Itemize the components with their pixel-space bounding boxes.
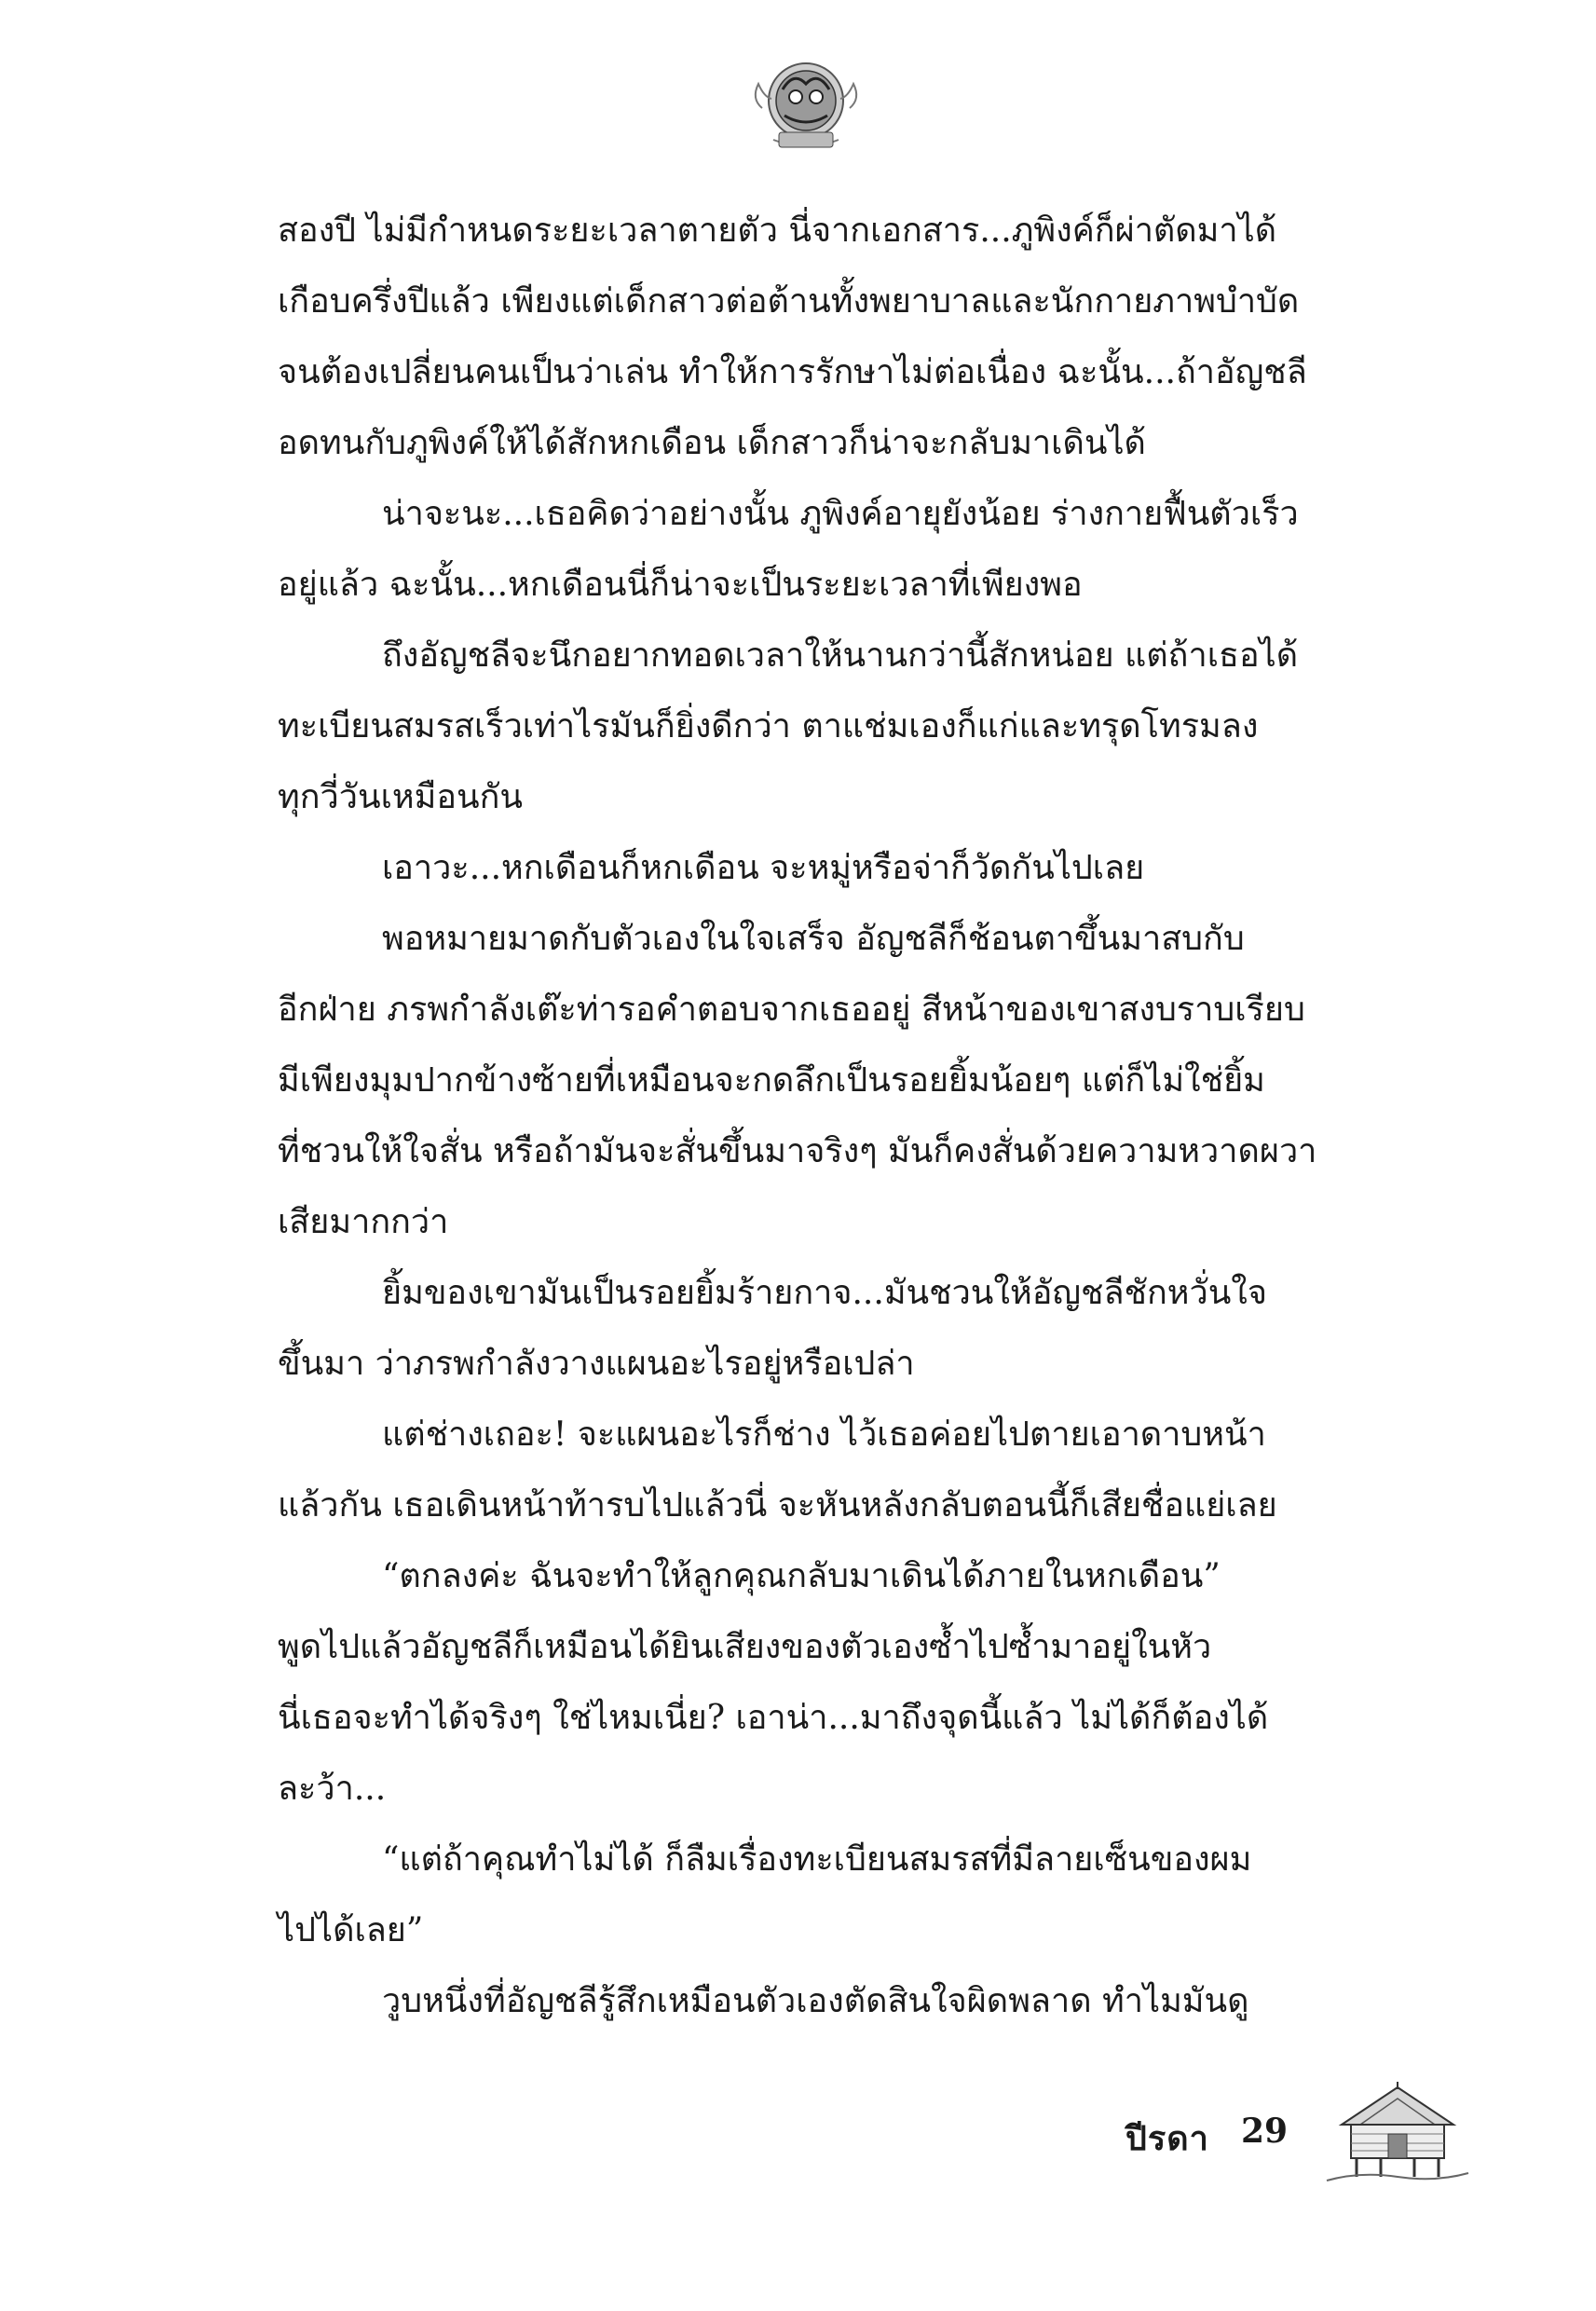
text-line: พอหมายมาดกับตัวเองในใจเสร็จ อัญชลีก็ช้อนตาขึ้นมาสบกับ (382, 920, 1245, 958)
text-line: “แต่ถ้าคุณทำไม่ได้ ก็ลืมเรื่องทะเบียนสมรสที่มีลายเซ็นของผม (382, 1840, 1252, 1879)
text-line: อยู่แล้ว ฉะนั้น...หกเดือนนี่ก็น่าจะเป็นระยะเวลาที่เพียงพอ (278, 566, 1083, 604)
text-line: สองปี ไม่มีกำหนดระยะเวลาตายตัว นี่จากเอกสาร...ภูพิงค์ก็ผ่าตัดมาได้ (278, 212, 1277, 250)
text-line: เสียมากกว่า (278, 1203, 449, 1241)
text-line: ถึงอัญชลีจะนึกอยากทอดเวลาให้นานกว่านี้สักหน่อย แต่ถ้าเธอได้ (382, 636, 1299, 675)
text-line: นี่เธอจะทำได้จริงๆ ใช่ไหมเนี่ย? เอาน่า...มาถึงจุดนี้แล้ว ไม่ได้ก็ต้องได้ (278, 1699, 1269, 1737)
text-line: “ตกลงค่ะ ฉันจะทำให้ลูกคุณกลับมาเดินได้ภายในหกเดือน” (382, 1557, 1221, 1595)
text-line: ทุกวี่วันเหมือนกัน (278, 778, 523, 816)
text-line: มีเพียงมุมปากข้างซ้ายที่เหมือนจะกดลึกเป็นรอยยิ้มน้อยๆ แต่ก็ไม่ใช่ยิ้ม (278, 1061, 1265, 1100)
ornamental-emblem-icon (745, 43, 866, 164)
page-number: 29 (1241, 2112, 1289, 2151)
text-line: จนต้องเปลี่ยนคนเป็นว่าเล่น ทำให้การรักษาไม่ต่อเนื่อง ฉะนั้น...ถ้าอัญชลี (278, 353, 1307, 391)
text-line: พูดไปแล้วอัญชลีก็เหมือนได้ยินเสียงของตัวเองซ้ำไปซ้ำมาอยู่ในหัว (278, 1628, 1212, 1666)
text-line: ละว้า... (278, 1770, 387, 1808)
text-line: ไปได้เลย” (278, 1911, 424, 1949)
thai-house-icon (1323, 2080, 1472, 2182)
text-line: เอาวะ...หกเดือนก็หกเดือน จะหมู่หรือจ่าก็วัดกันไปเลย (382, 849, 1145, 887)
body-text (278, 196, 1438, 2037)
text-line: เกือบครึ่งปีแล้ว เพียงแต่เด็กสาวต่อต้านทั้งพยาบาลและนักกายภาพบำบัด (278, 282, 1300, 321)
text-line: อีกฝ่าย ภรพกำลังเต๊ะท่ารอคำตอบจากเธออยู่ สีหน้าของเขาสงบราบเรียบ (278, 991, 1305, 1029)
text-line: ขึ้นมา ว่าภรพกำลังวางแผนอะไรอยู่หรือเปล่า (278, 1345, 915, 1383)
text-line: น่าจะนะ...เธอคิดว่าอย่างนั้น ภูพิงค์อายุยังน้อย ร่างกายฟื้นตัวเร็ว (382, 495, 1299, 533)
text-line: ที่ชวนให้ใจสั่น หรือถ้ามันจะสั่นขึ้นมาจริงๆ มันก็คงสั่นด้วยความหวาดผวา (278, 1132, 1317, 1170)
text-line: ยิ้มของเขามันเป็นรอยยิ้มร้ายกาจ...มันชวนให้อัญชลีชักหวั่นใจ (382, 1274, 1267, 1312)
text-line: ทะเบียนสมรสเร็วเท่าไรมันก็ยิ่งดีกว่า ตาแช่มเองก็แก่และทรุดโทรมลง (278, 707, 1259, 745)
text-line: อดทนกับภูพิงค์ให้ได้สักหกเดือน เด็กสาวก็น่าจะกลับมาเดินได้ (278, 424, 1146, 462)
footer-author: ปีรดา (1125, 2119, 1209, 2158)
text-line: วูบหนึ่งที่อัญชลีรู้สึกเหมือนตัวเองตัดสินใจผิดพลาด ทำไมมันดู (382, 1982, 1249, 2020)
text-line: แต่ช่างเถอะ! จะแผนอะไรก็ช่าง ไว้เธอค่อยไปตายเอาดาบหน้า (382, 1415, 1266, 1454)
text-line: แล้วกัน เธอเดินหน้าท้ารบไปแล้วนี่ จะหันหลังกลับตอนนี้ก็เสียชื่อแย่เลย (278, 1486, 1277, 1525)
